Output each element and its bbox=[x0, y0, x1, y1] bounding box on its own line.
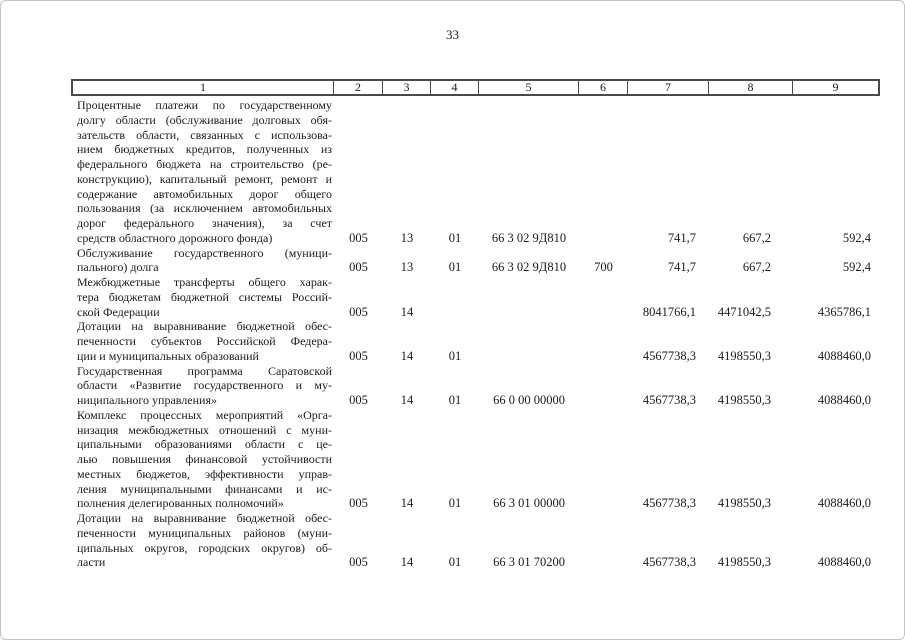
podrazdel-code-cell: 01 bbox=[448, 260, 462, 275]
target-article-code-cell: 66 3 02 9Д810 bbox=[491, 260, 567, 275]
table-row bbox=[73, 98, 878, 246]
name-line: Дотации на выравнивание бюджетной обес- bbox=[77, 511, 332, 525]
name-line: ции и муниципальных образований bbox=[77, 348, 259, 363]
target-article-code-cell bbox=[479, 349, 579, 364]
podrazdel-code-cell: 01 bbox=[448, 393, 462, 407]
header-cell-col7: 7 bbox=[628, 81, 709, 94]
name-line: низация межбюджетных отношений с муни- bbox=[77, 422, 332, 437]
amount-year1-cell: 4567738,3 bbox=[642, 555, 696, 570]
name-cell bbox=[73, 98, 334, 246]
amount-year2-cell: 667,2 bbox=[742, 260, 771, 275]
razdel-code-cell: 14 bbox=[400, 348, 414, 363]
name-line: Комплекс процессных мероприятий «Орга- bbox=[77, 407, 332, 422]
name-line: области «Развитие государственного и му- bbox=[77, 378, 332, 393]
amount-year2-cell: 667,2 bbox=[742, 230, 771, 245]
podrazdel-code-cell: 01 bbox=[448, 555, 462, 570]
name-line: средств областного дорожного фонда) bbox=[77, 230, 273, 245]
podrazdel-code-cell: 01 bbox=[448, 496, 462, 511]
name-line: печенности муниципальных районов (муни- bbox=[77, 525, 332, 540]
name-line: федерального бюджета на строительство (ре- bbox=[77, 157, 332, 171]
name-line: Обслуживание государственного (муници- bbox=[77, 245, 332, 260]
podrazdel-code-cell bbox=[431, 305, 479, 320]
amount-year2-cell: 4198550,3 bbox=[717, 348, 771, 363]
grbs-code-cell: 005 bbox=[349, 393, 368, 407]
header-cell-col1: 1 bbox=[73, 81, 334, 94]
expense-type-code-cell bbox=[579, 393, 628, 408]
name-line: ципальных округов, городских округов) об- bbox=[77, 540, 332, 555]
table-row bbox=[73, 364, 878, 408]
name-cell bbox=[73, 408, 334, 511]
budget-table-body bbox=[73, 98, 878, 570]
name-cell bbox=[73, 364, 334, 408]
amount-year1-cell: 4567738,3 bbox=[642, 496, 696, 511]
table-row bbox=[73, 246, 878, 276]
amount-year2-cell: 4198550,3 bbox=[717, 393, 771, 407]
expense-type-code-cell bbox=[579, 305, 628, 320]
header-cell-col9: 9 bbox=[832, 81, 839, 94]
name-line: Процентные платежи по государственному bbox=[77, 98, 332, 112]
amount-year1-cell: 4567738,3 bbox=[642, 348, 696, 363]
expense-type-code-cell bbox=[579, 349, 628, 364]
table-row bbox=[73, 511, 878, 570]
name-line: конструкцию), капитальный ремонт, ремонт и bbox=[77, 171, 332, 186]
razdel-code-cell: 13 bbox=[400, 230, 414, 245]
name-line: лью повышения финансовой устойчивости bbox=[77, 452, 332, 466]
header-cell-col3: 3 bbox=[383, 81, 431, 94]
amount-year3-cell: 592,4 bbox=[842, 230, 871, 245]
header-cell-col6: 6 bbox=[579, 81, 628, 94]
expense-type-code-cell bbox=[579, 555, 628, 570]
target-article-code-cell bbox=[479, 305, 579, 320]
grbs-code-cell: 005 bbox=[349, 260, 368, 275]
name-line: пального) долга bbox=[77, 260, 159, 275]
name-cell bbox=[73, 275, 334, 319]
grbs-code-cell: 005 bbox=[349, 496, 368, 511]
target-article-code-cell: 66 3 01 70200 bbox=[493, 555, 565, 570]
name-line: ципальными образованиями области с це- bbox=[77, 437, 332, 452]
name-cell bbox=[73, 319, 334, 363]
podrazdel-code-cell: 01 bbox=[448, 348, 462, 363]
expense-type-code-cell bbox=[579, 496, 628, 511]
amount-year3-cell: 4088460,0 bbox=[817, 496, 871, 511]
name-line: местных бюджетов, эффективности управ- bbox=[77, 466, 332, 481]
name-line: содержание автомобильных дорог общего bbox=[77, 186, 332, 201]
name-line: ской Федерации bbox=[77, 304, 160, 319]
amount-year3-cell: 4088460,0 bbox=[817, 348, 871, 363]
amount-year1-cell: 4567738,3 bbox=[642, 393, 696, 407]
razdel-code-cell: 13 bbox=[400, 260, 414, 275]
header-cell-col5: 5 bbox=[479, 81, 579, 94]
header-cell-col8: 8 bbox=[709, 81, 793, 94]
amount-year1-cell: 741,7 bbox=[667, 230, 696, 245]
razdel-code-cell: 14 bbox=[400, 393, 414, 407]
name-cell bbox=[73, 246, 334, 276]
amount-year2-cell: 4471042,5 bbox=[717, 304, 771, 319]
name-line: Дотации на выравнивание бюджетной обес- bbox=[77, 319, 332, 334]
table-row bbox=[73, 275, 878, 319]
amount-year1-cell: 8041766,1 bbox=[642, 304, 696, 319]
name-line: нием бюджетных кредитов, полученных из bbox=[77, 142, 332, 157]
name-line: зательств области, связанных с использова- bbox=[77, 127, 332, 142]
table-row bbox=[73, 319, 878, 363]
amount-year2-cell: 4198550,3 bbox=[717, 496, 771, 511]
amount-year3-cell: 4365786,1 bbox=[817, 304, 871, 319]
grbs-code-cell: 005 bbox=[349, 230, 368, 245]
razdel-code-cell: 14 bbox=[400, 496, 414, 511]
amount-year3-cell: 592,4 bbox=[842, 260, 871, 275]
header-cell-col2: 2 bbox=[334, 81, 383, 94]
name-line: полнения делегированных полномочий» bbox=[77, 496, 284, 511]
razdel-code-cell: 14 bbox=[400, 304, 414, 319]
target-article-code-cell: 66 3 02 9Д810 bbox=[491, 230, 567, 245]
razdel-code-cell: 14 bbox=[400, 555, 414, 570]
name-line: Государственная программа Саратовской bbox=[77, 363, 332, 378]
header-cell-col4: 4 bbox=[431, 81, 479, 94]
name-line: Межбюджетные трансферты общего харак- bbox=[77, 275, 332, 289]
name-line: пользования (за исключением автомобильных bbox=[77, 201, 332, 216]
name-line: дорог федерального значения), за счет bbox=[77, 216, 332, 230]
name-cell bbox=[73, 511, 334, 570]
amount-year2-cell: 4198550,3 bbox=[717, 555, 771, 570]
name-line: тера бюджетам бюджетной системы Россий- bbox=[77, 289, 332, 304]
name-line: долгу области (обслуживание долговых обя- bbox=[77, 112, 332, 127]
amount-year1-cell: 741,7 bbox=[667, 260, 696, 275]
name-line: ласти bbox=[77, 555, 106, 570]
podrazdel-code-cell: 01 bbox=[448, 230, 462, 245]
expense-type-code-cell bbox=[579, 231, 628, 246]
grbs-code-cell: 005 bbox=[349, 304, 368, 319]
page-number: 33 bbox=[446, 27, 459, 42]
name-line: ления муниципальными финансами и ис- bbox=[77, 481, 332, 496]
target-article-code-cell: 66 0 00 00000 bbox=[493, 393, 565, 407]
table-row bbox=[73, 408, 878, 511]
grbs-code-cell: 005 bbox=[349, 555, 368, 570]
table-header-row bbox=[71, 79, 880, 96]
expense-type-code-cell: 700 bbox=[594, 260, 613, 275]
amount-year3-cell: 4088460,0 bbox=[817, 393, 871, 407]
target-article-code-cell: 66 3 01 00000 bbox=[493, 496, 565, 511]
grbs-code-cell: 005 bbox=[349, 348, 368, 363]
amount-year3-cell: 4088460,0 bbox=[817, 555, 871, 570]
name-line: печенности субъектов Российской Федера- bbox=[77, 334, 332, 348]
name-line: ниципального управления» bbox=[77, 393, 217, 407]
